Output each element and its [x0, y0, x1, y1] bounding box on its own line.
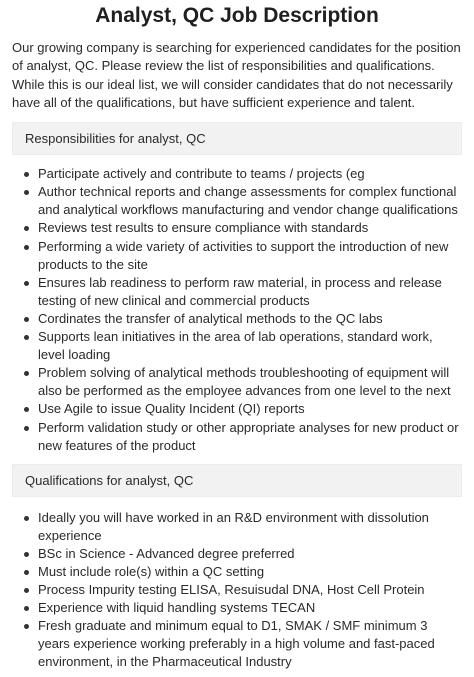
qualifications-header	[12, 464, 462, 497]
list-item: Process Impurity testing ELISA, Resuisudal DNA, Host Cell Protein	[38, 581, 462, 599]
list-item: Must include role(s) within a QC setting	[38, 563, 462, 581]
responsibilities-list	[12, 165, 462, 455]
list-item: Experience with liquid handling systems TECAN	[38, 599, 462, 617]
list-item: Ideally you will have worked in an R&D environment with dissolution experience	[38, 509, 462, 545]
intro-paragraph: Our growing company is searching for experienced candidates for the position of analyst, QC. Please review the list of responsibilities and qualifications. While this is our ideal list, we will consider candidates that do not necessarily have all of the qualifications, but have sufficient experience and talent.	[12, 40, 461, 110]
list-item: Cordinates the transfer of analytical methods to the QC labs	[38, 310, 462, 328]
list-item: Ensures lab readiness to perform raw material, in process and release testing of new clinical and commercial products	[38, 274, 462, 310]
list-item: Perform validation study or other appropriate analyses for new product or new features of the product	[38, 419, 462, 455]
responsibilities-heading: Responsibilities for analyst, QC	[25, 131, 206, 147]
list-item: Problem solving of analytical methods troubleshooting of equipment will also be performed as the employee advances from one level to the next	[38, 364, 462, 400]
list-item: Performing a wide variety of activities to support the introduction of new products to the site	[38, 238, 462, 274]
list-item: Fresh graduate and minimum equal to D1, SMAK / SMF minimum 3 years experience working preferably in a high volume and fast-paced environment, in the Pharmaceutical Industry	[38, 617, 462, 671]
qualifications-list	[12, 509, 462, 672]
page-title: Analyst, QC Job Description	[95, 4, 379, 27]
list-item: Author technical reports and change assessments for complex functional and analytical workflows manufacturing and vendor change qualifications	[38, 183, 462, 219]
list-item: BSc in Science - Advanced degree preferred	[38, 545, 462, 563]
responsibilities-header	[12, 122, 462, 155]
list-item: Supports lean initiatives in the area of lab operations, standard work, level loading	[38, 328, 462, 364]
list-item: Reviews test results to ensure compliance with standards	[38, 219, 462, 237]
list-item: Participate actively and contribute to teams / projects (eg	[38, 165, 462, 183]
qualifications-heading: Qualifications for analyst, QC	[25, 472, 194, 488]
list-item: Use Agile to issue Quality Incident (QI) reports	[38, 400, 462, 418]
